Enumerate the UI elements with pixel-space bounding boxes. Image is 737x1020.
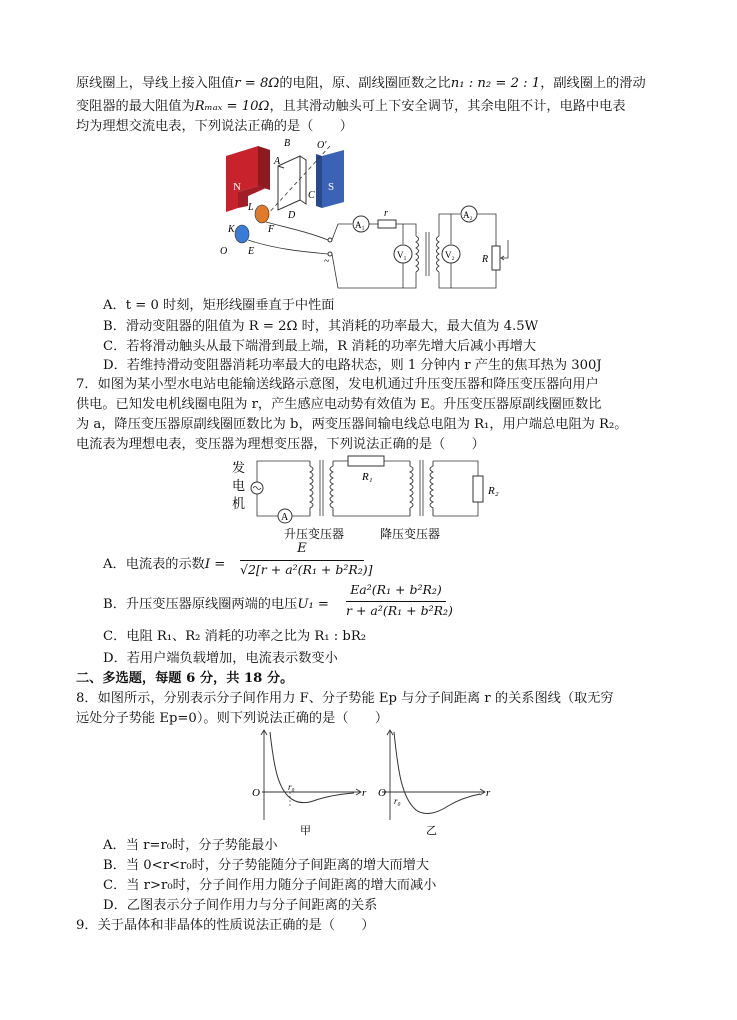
- q7-option-a-label: A．电流表的示数: [103, 557, 205, 572]
- q6-turns-ratio: n₁ : n₂ = 2 : 1: [450, 76, 541, 91]
- q8-option-a: A．当 r=r₀时，分子势能最小: [103, 838, 278, 853]
- graph1-r-axis: r: [362, 787, 367, 799]
- label-v1: V₁: [397, 250, 407, 260]
- label-c: C: [308, 190, 315, 201]
- label-o: O: [220, 246, 228, 257]
- r1-label: R₁: [362, 471, 373, 483]
- gen-char-1: 发: [232, 460, 246, 475]
- q6-stem-line-2: [76, 98, 626, 116]
- graph2-origin: O: [378, 787, 386, 799]
- graph2-r0: r₀: [394, 796, 401, 806]
- q7-stem-line-1: 7．如图为某小型水电站电能输送线路示意图，发电机通过升压变压器和降压变压器向用户: [76, 377, 599, 392]
- q6-option-c: C．若将滑动触头从最下端滑到最上端，R 消耗的功率先增大后减小再增大: [103, 339, 537, 354]
- q6-option-b: B．滑动变阻器的阻值为 R = 2Ω 时，其消耗的功率最大，最大值为 4.5W: [103, 319, 539, 334]
- q6-stem-line-3: 均为理想交流电表，下列说法正确的是（ ）: [76, 119, 353, 134]
- label-k: K: [228, 224, 235, 235]
- q8-graphs-figure: [244, 728, 494, 840]
- q7-option-b: [103, 596, 329, 614]
- r2-label: R₂: [488, 485, 499, 497]
- r1-resistor: [348, 456, 384, 466]
- q7-transmission-figure: [230, 456, 510, 542]
- r2-resistor: [473, 476, 483, 502]
- label-d: D: [288, 210, 296, 221]
- section-2-heading: 二、多选题，每题 6 分，共 18 分。: [76, 671, 294, 686]
- ac-symbol: ~: [324, 256, 330, 267]
- label-e: E: [248, 246, 255, 257]
- graph1-origin: O: [252, 787, 260, 799]
- s-magnet: [322, 150, 344, 208]
- q8-stem-line-1: 8．如图所示，分别表示分子间作用力 F、分子势能 Ep 与分子间距离 r 的关系图线（取无穷: [76, 691, 614, 706]
- q6-option-d: D．若维持滑动变阻器消耗功率最大的电路状态，则 1 分钟内 r 产生的焦耳热为 300J: [103, 358, 602, 373]
- label-b: B: [284, 138, 291, 149]
- q7-stem-line-3: 为 a，降压变压器原副线圈匝数比为 b，两变压器间输电线总电阻为 R₁，用户端总电阻为 R₂。: [76, 417, 628, 432]
- q7-option-a: [103, 556, 225, 574]
- label-n: N: [233, 181, 241, 193]
- q7-stem-line-4: 电流表为理想电表，变压器为理想变压器，下列说法正确的是（ ）: [76, 437, 485, 452]
- q7-stem-line-2: 供电。已知发电机线圈电阻为 r，产生感应电动势有效值为 E。升压变压器原副线圈匝数比: [76, 397, 602, 412]
- gen-char-3: 机: [232, 496, 246, 511]
- label-big-r: R: [482, 254, 489, 265]
- rheostat: [492, 246, 500, 270]
- q6-text: 的电阻，原、副线圈匝数之比: [279, 76, 451, 91]
- q7-option-a-numerator: E: [297, 541, 307, 556]
- q6-resistance: r = 8Ω: [234, 76, 280, 91]
- label-s: S: [328, 181, 335, 193]
- q8-option-c: C．当 r>r₀时，分子间作用力随分子间距离的增大而减小: [103, 878, 437, 893]
- label-o-prime: O′: [317, 140, 327, 151]
- step-down-label: 降压变压器: [380, 527, 441, 541]
- q7-option-b-denominator: r + a²(R₁ + b²R₂): [346, 603, 453, 618]
- label-a: A: [274, 156, 281, 167]
- q6-text: ，副线圈上的滑动: [540, 76, 646, 91]
- step-up-label: 升压变压器: [284, 527, 345, 541]
- gen-char-2: 电: [232, 478, 246, 493]
- graph2-r-axis: r: [486, 787, 491, 799]
- q7-option-b-lhs: U₁ =: [297, 597, 329, 612]
- label-v2: V₂: [445, 250, 455, 260]
- q7-option-a-lhs: I =: [204, 557, 226, 572]
- q9-stem-line-1: 9．关于晶体和非晶体的性质说法正确的是（ ）: [76, 918, 375, 933]
- q6-generator-figure: [218, 136, 528, 294]
- q7-option-d: D．若用户端负载增加，电流表示数变小: [103, 651, 338, 666]
- graph1-r0: r₀: [288, 782, 295, 792]
- label-l: L: [248, 202, 254, 213]
- label-a1: A₁: [355, 220, 365, 230]
- q7-option-a-denominator: √2[r + a²(R₁ + b²R₂)]: [240, 562, 373, 577]
- q7-option-a-fraction-bar: [240, 560, 364, 561]
- q6-stem-line-1: [76, 75, 646, 93]
- q6-rmax: Rₘₐₓ = 10Ω: [194, 99, 270, 114]
- q8-stem-line-2: 远处分子势能 Ep=0）。则下列说法正确的是（ ）: [76, 711, 389, 726]
- q6-text: 原线圈上，导线上接入阻值: [76, 76, 235, 91]
- graph1-caption: 甲: [300, 825, 311, 837]
- q8-option-d: D．乙图表示分子间作用力与分子间距离的关系: [103, 898, 378, 913]
- q6-text: 变阻器的最大阻值为: [76, 99, 195, 114]
- q6-option-a: A．t = 0 时刻，矩形线圈垂直于中性面: [103, 298, 335, 313]
- graph2-caption: 乙: [426, 825, 437, 837]
- label-a2: A₂: [463, 210, 473, 220]
- label-r: r: [384, 208, 388, 219]
- ammeter-label: A: [281, 512, 289, 523]
- label-f: F: [268, 224, 275, 235]
- q6-text: ，且其滑动触头可上下安全调节，其余电阻不计，电路中电表: [269, 99, 626, 114]
- q7-option-c: C．电阻 R₁、R₂ 消耗的功率之比为 R₁ : bR₂: [103, 629, 367, 644]
- q7-option-b-numerator: Ea²(R₁ + b²R₂): [350, 582, 442, 597]
- q8-option-b: B．当 0<r<r₀时，分子势能随分子间距离的增大而增大: [103, 858, 430, 873]
- q7-option-b-label: B．升压变压器原线圈两端的电压: [103, 597, 298, 612]
- q7-option-b-fraction-bar: [346, 601, 446, 602]
